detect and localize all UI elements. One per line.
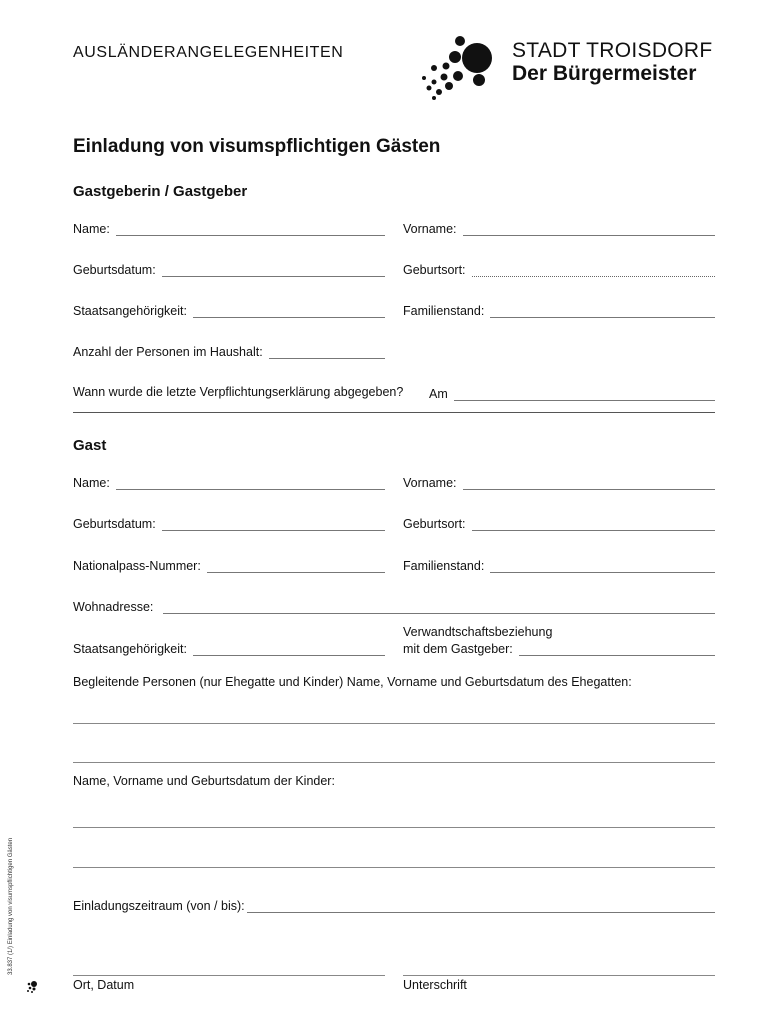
guest-address-label: Wohnadresse:	[73, 600, 154, 614]
guest-relation-field[interactable]	[403, 640, 715, 656]
host-birthplace-field[interactable]	[403, 261, 715, 277]
guest-marital-label: Familienstand:	[403, 559, 485, 573]
page-title: Einladung von visumspflichtigen Gästen	[73, 136, 441, 157]
host-marital-label: Familienstand:	[403, 304, 485, 318]
companions-line-2[interactable]	[73, 762, 715, 763]
signature-line[interactable]	[403, 975, 715, 976]
companions-line-1[interactable]	[73, 723, 715, 724]
host-firstname-field[interactable]	[403, 220, 715, 236]
city-name: STADT TROISDORF	[512, 39, 713, 62]
invitation-period-label: Einladungszeitraum (von / bis):	[73, 899, 245, 913]
guest-nationality-field[interactable]	[73, 640, 385, 656]
guest-birthplace-label: Geburtsort:	[403, 517, 466, 531]
guest-firstname-field[interactable]	[403, 474, 715, 490]
host-nationality-label: Staatsangehörigkeit:	[73, 304, 187, 318]
guest-passport-label: Nationalpass-Nummer:	[73, 559, 201, 573]
guest-name-label: Name:	[73, 476, 110, 490]
host-name-field[interactable]	[73, 220, 385, 236]
department-heading: AUSLÄNDERANGELEGENHEITEN	[73, 44, 344, 61]
guest-nationality-label: Staatsangehörigkeit:	[73, 642, 187, 656]
form-title-small: Einladung von visumspflichtigen Gästen	[8, 837, 14, 945]
guest-relation-label-1: Verwandtschaftsbeziehung	[403, 625, 553, 639]
form-id: 33.837 (1/)	[8, 945, 14, 975]
guest-birthdate-field[interactable]	[73, 515, 385, 531]
guest-name-field[interactable]	[73, 474, 385, 490]
guest-heading: Gast	[73, 437, 107, 454]
host-heading: Gastgeberin / Gastgeber	[73, 183, 248, 200]
host-birthdate-label: Geburtsdatum:	[73, 263, 156, 277]
last-declaration-date-field[interactable]	[429, 385, 715, 401]
dots-logo-icon	[420, 30, 500, 102]
guest-address-field[interactable]	[73, 598, 715, 614]
form-identifier	[8, 838, 14, 975]
signature-label: Unterschrift	[403, 978, 467, 992]
small-logo-icon	[25, 980, 39, 994]
guest-passport-field[interactable]	[73, 557, 385, 573]
guest-marital-field[interactable]	[403, 557, 715, 573]
host-household-label: Anzahl der Personen im Haushalt:	[73, 345, 263, 359]
place-date-line[interactable]	[73, 975, 385, 976]
host-birthplace-label: Geburtsort:	[403, 263, 466, 277]
mayor-title: Der Bürgermeister	[512, 62, 697, 85]
host-household-field[interactable]	[73, 343, 385, 359]
host-marital-field[interactable]	[403, 302, 715, 318]
last-declaration-on-label: Am	[429, 387, 448, 401]
host-name-label: Name:	[73, 222, 110, 236]
guest-birthdate-label: Geburtsdatum:	[73, 517, 156, 531]
host-nationality-field[interactable]	[73, 302, 385, 318]
children-label: Name, Vorname und Geburtsdatum der Kinder:	[73, 774, 335, 788]
children-line-1[interactable]	[73, 827, 715, 828]
place-date-label: Ort, Datum	[73, 978, 135, 992]
invitation-period-field[interactable]	[73, 897, 715, 913]
children-line-2[interactable]	[73, 867, 715, 868]
host-birthdate-field[interactable]	[73, 261, 385, 277]
guest-relation-label-2: mit dem Gastgeber:	[403, 642, 513, 656]
last-declaration-question: Wann wurde die letzte Verpflichtungserklärung abgegeben?	[73, 385, 404, 399]
section-divider	[73, 412, 715, 413]
companions-label: Begleitende Personen (nur Ehegatte und Kinder) Name, Vorname und Geburtsdatum des Ehegatten:	[73, 675, 632, 689]
guest-firstname-label: Vorname:	[403, 476, 457, 490]
guest-birthplace-field[interactable]	[403, 515, 715, 531]
host-firstname-label: Vorname:	[403, 222, 457, 236]
